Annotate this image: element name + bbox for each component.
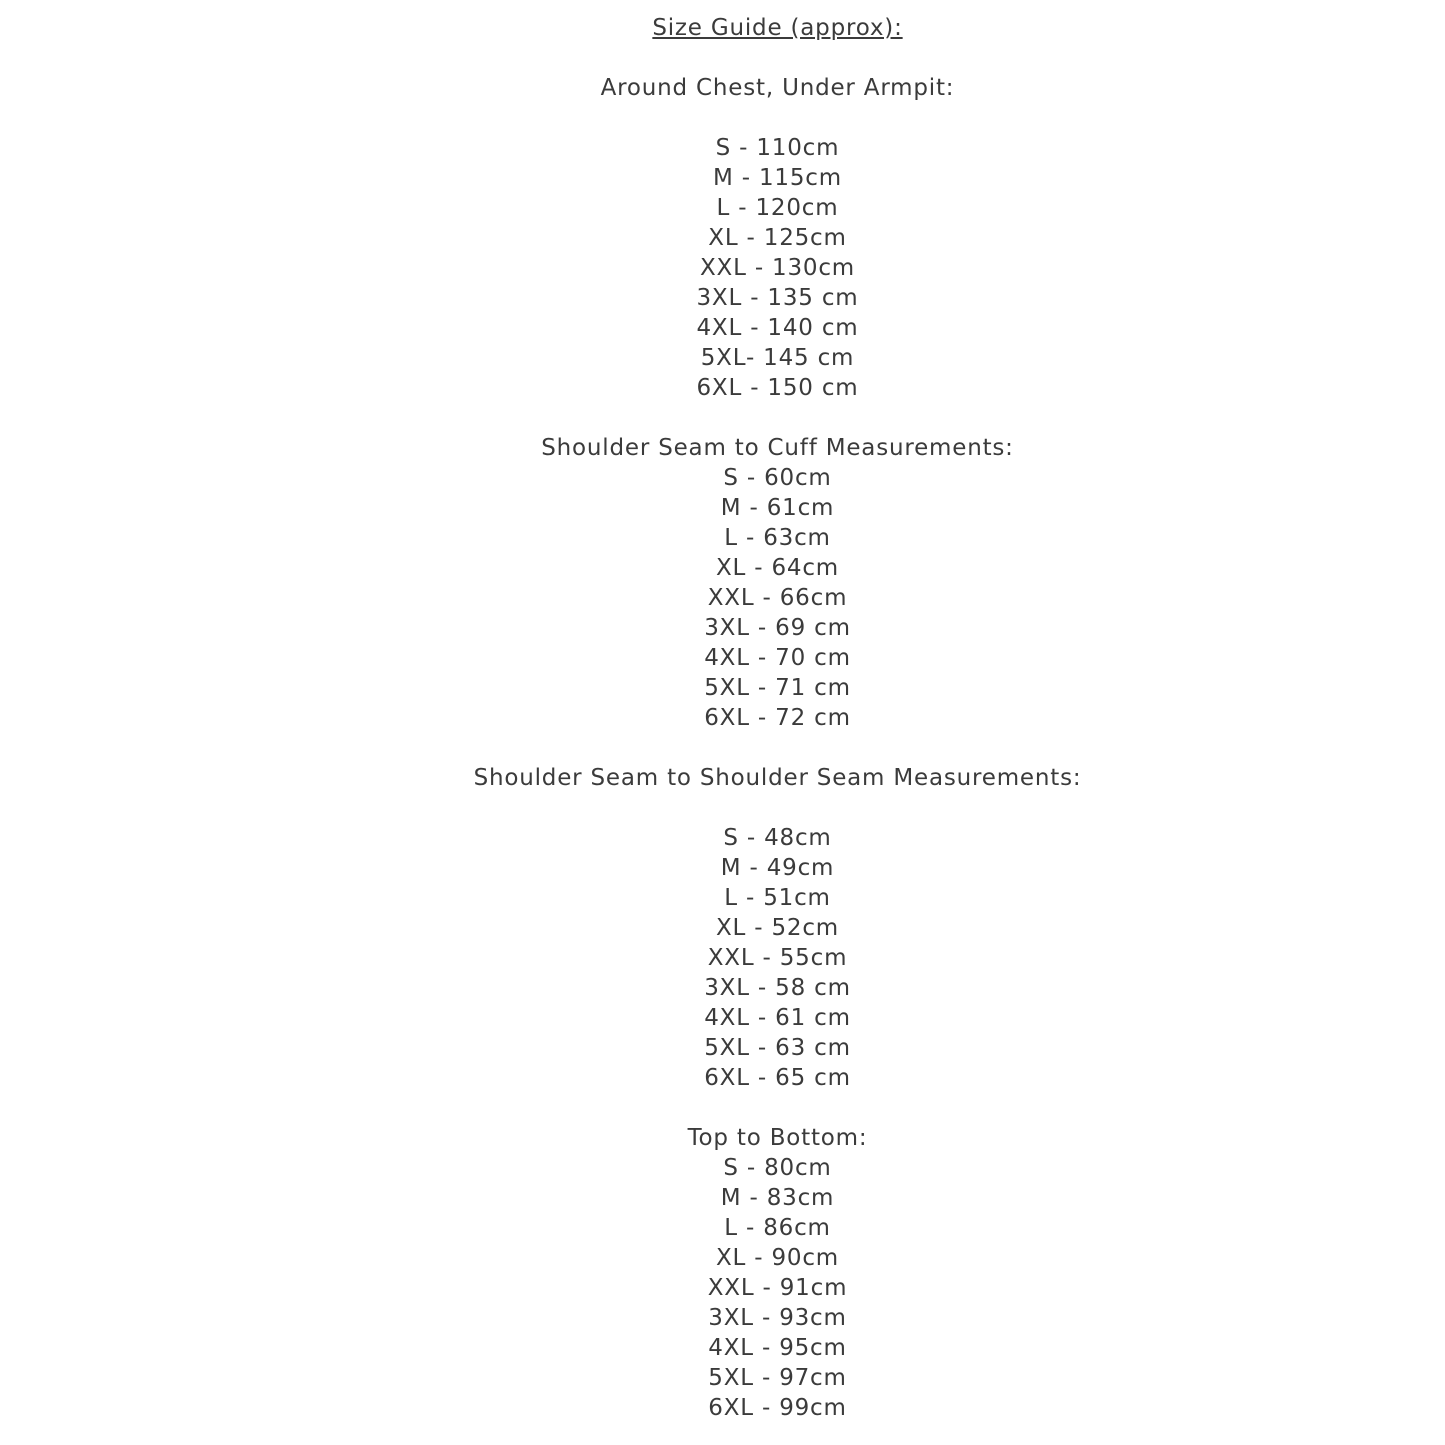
size-row: XXL - 91cm xyxy=(707,1275,848,1301)
size-row: XL - 90cm xyxy=(715,1245,839,1271)
size-row: 4XL - 95cm xyxy=(708,1335,847,1361)
blank-line xyxy=(110,733,1445,763)
size-guide-document xyxy=(110,0,1445,1423)
size-row: S - 80cm xyxy=(723,1155,832,1181)
size-row: S - 110cm xyxy=(715,135,840,161)
section-heading-shoulder: Shoulder Seam to Shoulder Seam Measurements: xyxy=(473,765,1082,791)
size-row: 4XL - 61 cm xyxy=(704,1005,851,1031)
size-row: L - 63cm xyxy=(724,525,831,551)
size-row: L - 120cm xyxy=(716,195,839,221)
size-row: XXL - 66cm xyxy=(707,585,848,611)
section-heading-cuff: Shoulder Seam to Cuff Measurements: xyxy=(541,435,1014,461)
size-row: M - 49cm xyxy=(720,855,835,881)
section-heading-chest: Around Chest, Under Armpit: xyxy=(600,75,955,101)
blank-line xyxy=(110,403,1445,433)
size-row: 6XL - 150 cm xyxy=(696,375,859,401)
size-row: 6XL - 72 cm xyxy=(704,705,851,731)
size-row: 5XL - 71 cm xyxy=(704,675,851,701)
size-row: XL - 52cm xyxy=(715,915,839,941)
size-row: XXL - 55cm xyxy=(707,945,848,971)
blank-line xyxy=(110,1093,1445,1123)
size-row: S - 60cm xyxy=(723,465,832,491)
page-title xyxy=(110,13,1445,43)
blank-line xyxy=(110,43,1445,73)
blank-line xyxy=(110,793,1445,823)
size-row: XXL - 130cm xyxy=(700,255,855,281)
size-row: M - 115cm xyxy=(713,165,842,191)
size-row: L - 86cm xyxy=(724,1215,831,1241)
size-row: XL - 64cm xyxy=(715,555,839,581)
size-row: 4XL - 140 cm xyxy=(696,315,859,341)
size-row: 3XL - 58 cm xyxy=(704,975,851,1001)
size-row: 5XL- 145 cm xyxy=(700,345,855,371)
size-row: S - 48cm xyxy=(723,825,832,851)
size-row: 4XL - 70 cm xyxy=(704,645,851,671)
size-row: 5XL - 97cm xyxy=(708,1365,847,1391)
page-title-text: Size Guide (approx): xyxy=(652,15,903,41)
size-row: 3XL - 93cm xyxy=(708,1305,847,1331)
size-row: M - 83cm xyxy=(720,1185,835,1211)
size-row: 6XL - 99cm xyxy=(708,1395,847,1421)
size-row: 3XL - 135 cm xyxy=(696,285,859,311)
size-row: M - 61cm xyxy=(720,495,835,521)
section-heading-length: Top to Bottom: xyxy=(687,1125,868,1151)
size-row: 6XL - 65 cm xyxy=(704,1065,851,1091)
size-row: L - 51cm xyxy=(724,885,831,911)
size-row: XL - 125cm xyxy=(708,225,847,251)
size-row: 3XL - 69 cm xyxy=(704,615,851,641)
size-row: 5XL - 63 cm xyxy=(704,1035,851,1061)
blank-line xyxy=(110,103,1445,133)
